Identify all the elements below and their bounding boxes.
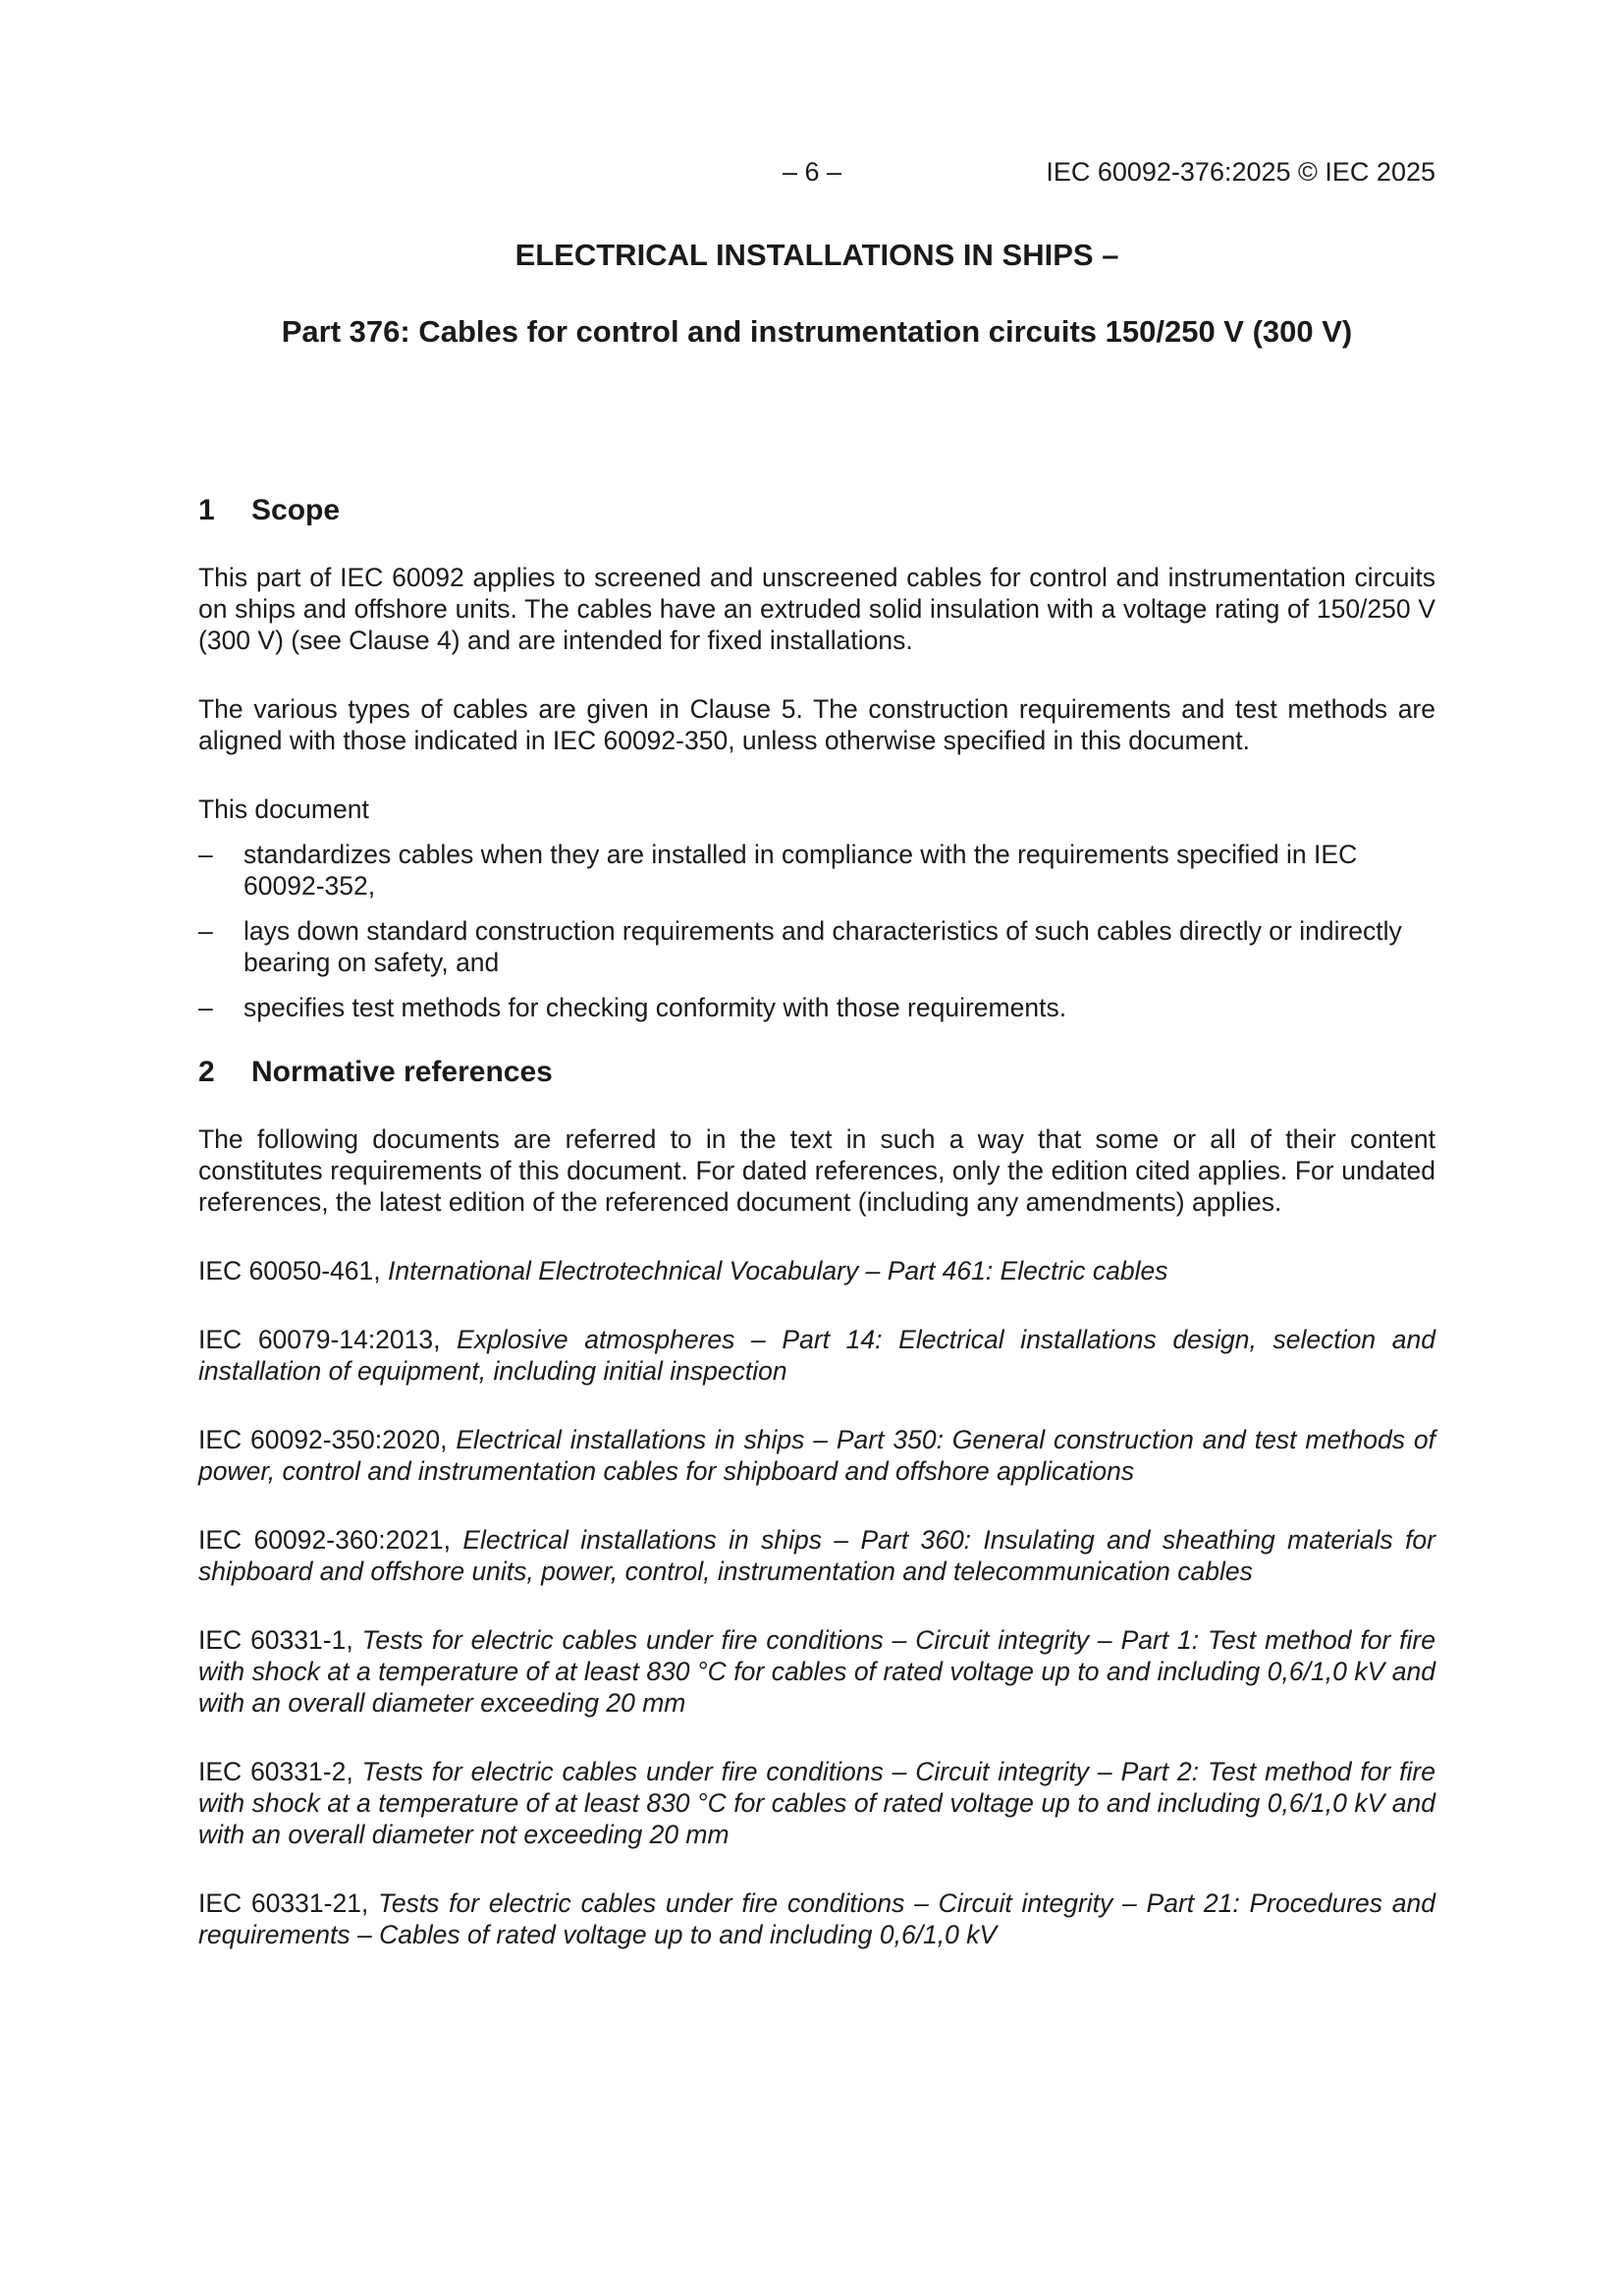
scope-paragraph-1: This part of IEC 60092 applies to screened and unscreened cables for control and instrumentation circuits on ships and offshore units. The cables have an extruded solid insulation with a voltage rating of 150/250 V (300 V) (see Clause 4) and are intended for fixed installations. xyxy=(198,563,1435,655)
reference-id: IEC 60092-350:2020, xyxy=(198,1425,457,1454)
list-item xyxy=(198,915,1435,978)
list-item-text: standardizes cables when they are installed in compliance with the requirements specified in IEC 60092-352, xyxy=(243,840,1358,901)
reference-entry xyxy=(198,1524,1435,1587)
document-subtitle: Part 376: Cables for control and instrumentation circuits 150/250 V (300 V) xyxy=(281,314,1353,349)
dash-marker: – xyxy=(198,916,213,946)
section-number: 1 xyxy=(198,494,215,526)
dash-marker: – xyxy=(198,993,213,1022)
page-number: – 6 – xyxy=(783,157,842,187)
reference-entry xyxy=(198,1324,1435,1387)
reference-title: International Electrotechnical Vocabulary – Part 461: Electric cables xyxy=(388,1256,1168,1285)
scope-paragraph-3: This document xyxy=(198,794,369,824)
reference-title: Explosive atmospheres – Part 14: Electrical installations design, selection and installation of equipment, including initial inspection xyxy=(198,1325,1435,1386)
reference-id: IEC 60331-2, xyxy=(198,1757,362,1786)
section-heading-normative-references xyxy=(198,1051,1435,1094)
reference-entry xyxy=(198,1255,1435,1286)
reference-id: IEC 60079-14:2013, xyxy=(198,1325,458,1354)
reference-title: Tests for electric cables under fire conditions – Circuit integrity – Part 21: Procedures and requirements – Cables of rated voltage up to and including 0,6/1,0 kV xyxy=(198,1888,1435,1949)
dash-marker: – xyxy=(198,840,213,869)
reference-id: IEC 60331-21, xyxy=(198,1888,379,1918)
section-title: Normative references xyxy=(251,1056,553,1088)
scope-paragraph-2: The various types of cables are given in Clause 5. The construction requirements and test methods are aligned with those indicated in IEC 60092-350, unless otherwise specified in this document. xyxy=(198,694,1435,755)
list-item xyxy=(198,839,1435,902)
reference-title: Tests for electric cables under fire conditions – Circuit integrity – Part 1: Test method for fire with shock at a temperature of at least 830 °C for cables of rated voltage up to and including 0,6/1,0 kV and with an overall diameter exceeding 20 mm xyxy=(198,1625,1435,1718)
document-title: ELECTRICAL INSTALLATIONS IN SHIPS – xyxy=(514,238,1119,272)
reference-title: Electrical installations in ships – Part 360: Insulating and sheathing materials for shipboard and offshore units, power, control, instrumentation and telecommunication cables xyxy=(198,1525,1435,1586)
reference-entry xyxy=(198,1887,1435,1950)
reference-id: IEC 60331-1, xyxy=(198,1625,362,1655)
reference-title: Tests for electric cables under fire conditions – Circuit integrity – Part 2: Test method for fire with shock at a temperature of at least 830 °C for cables of rated voltage up to and including 0,6/1,0 kV and with an overall diameter not exceeding 20 mm xyxy=(198,1757,1435,1849)
section-heading-scope xyxy=(198,489,1435,532)
list-item xyxy=(198,992,1435,1023)
document-id: IEC 60092-376:2025 © IEC 2025 xyxy=(1046,157,1435,187)
reference-id: IEC 60050-461, xyxy=(198,1256,388,1285)
reference-entry xyxy=(198,1424,1435,1487)
section-title: Scope xyxy=(251,494,341,526)
list-item-text: lays down standard construction requirements and characteristics of such cables directly or indirectly bearing on safety, and xyxy=(243,916,1402,977)
document-body xyxy=(198,489,1435,1950)
reference-id: IEC 60092-360:2021, xyxy=(198,1525,463,1555)
reference-title: Electrical installations in ships – Part 350: General construction and test methods of power, control and instrumentation cables for shipboard and offshore applications xyxy=(198,1425,1435,1486)
reference-entry xyxy=(198,1756,1435,1850)
reference-entry xyxy=(198,1624,1435,1719)
scope-list xyxy=(198,839,1435,1023)
list-item-text: specifies test methods for checking conformity with those requirements. xyxy=(243,993,1067,1022)
section-number: 2 xyxy=(198,1056,215,1088)
normative-intro-paragraph: The following documents are referred to in the text in such a way that some or all of their content constitutes requirements of this document. For dated references, only the edition cited applies. For undated references, the latest edition of the referenced document (including any amendments) applies. xyxy=(198,1124,1435,1217)
page-header xyxy=(198,157,1435,196)
